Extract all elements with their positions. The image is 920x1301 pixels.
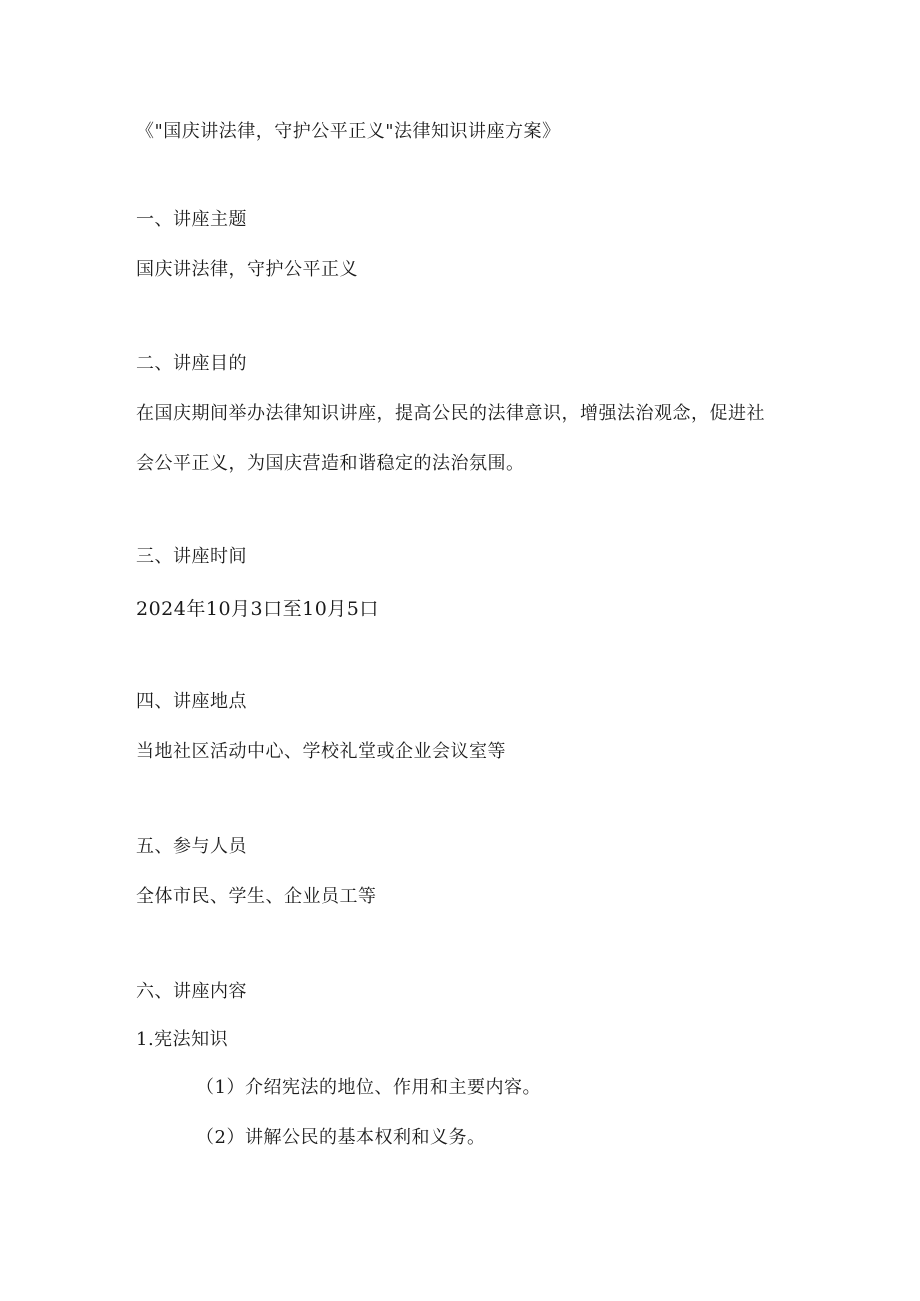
section-heading-location: 四、讲座地点 — [136, 691, 247, 712]
section-heading-purpose: 二、讲座目的 — [136, 353, 247, 374]
section-body-location: 当地社区活动中心、学校礼堂或企业会议室等 — [136, 741, 506, 762]
content-item-1: （1）介绍宪法的地位、作用和主要内容。 — [196, 1077, 541, 1098]
section-heading-content: 六、讲座内容 — [136, 981, 247, 1002]
section-heading-topic: 一、讲座主题 — [136, 209, 247, 230]
section-body-purpose-line-2: 会公平正义，为国庆营造和谐稳定的法治氛围。 — [136, 453, 525, 474]
section-heading-time: 三、讲座时间 — [136, 546, 247, 567]
section-body-topic: 国庆讲法律，守护公平正义 — [136, 259, 358, 280]
section-body-time: 2024年10月3口至10月5口 — [136, 598, 379, 620]
document-title: 《"国庆讲法律，守护公平正义"法律知识讲座方案》 — [136, 121, 561, 142]
section-body-participants: 全体市民、学生、企业员工等 — [136, 886, 377, 907]
section-body-content-subtitle: 1.宪法知识 — [136, 1029, 229, 1050]
section-body-purpose-line-1: 在国庆期间举办法律知识讲座，提高公民的法律意识，增强法治观念，促进社 — [136, 403, 765, 424]
content-item-2: （2）讲解公民的基本权利和义务。 — [196, 1127, 486, 1148]
section-heading-participants: 五、参与人员 — [136, 836, 247, 857]
